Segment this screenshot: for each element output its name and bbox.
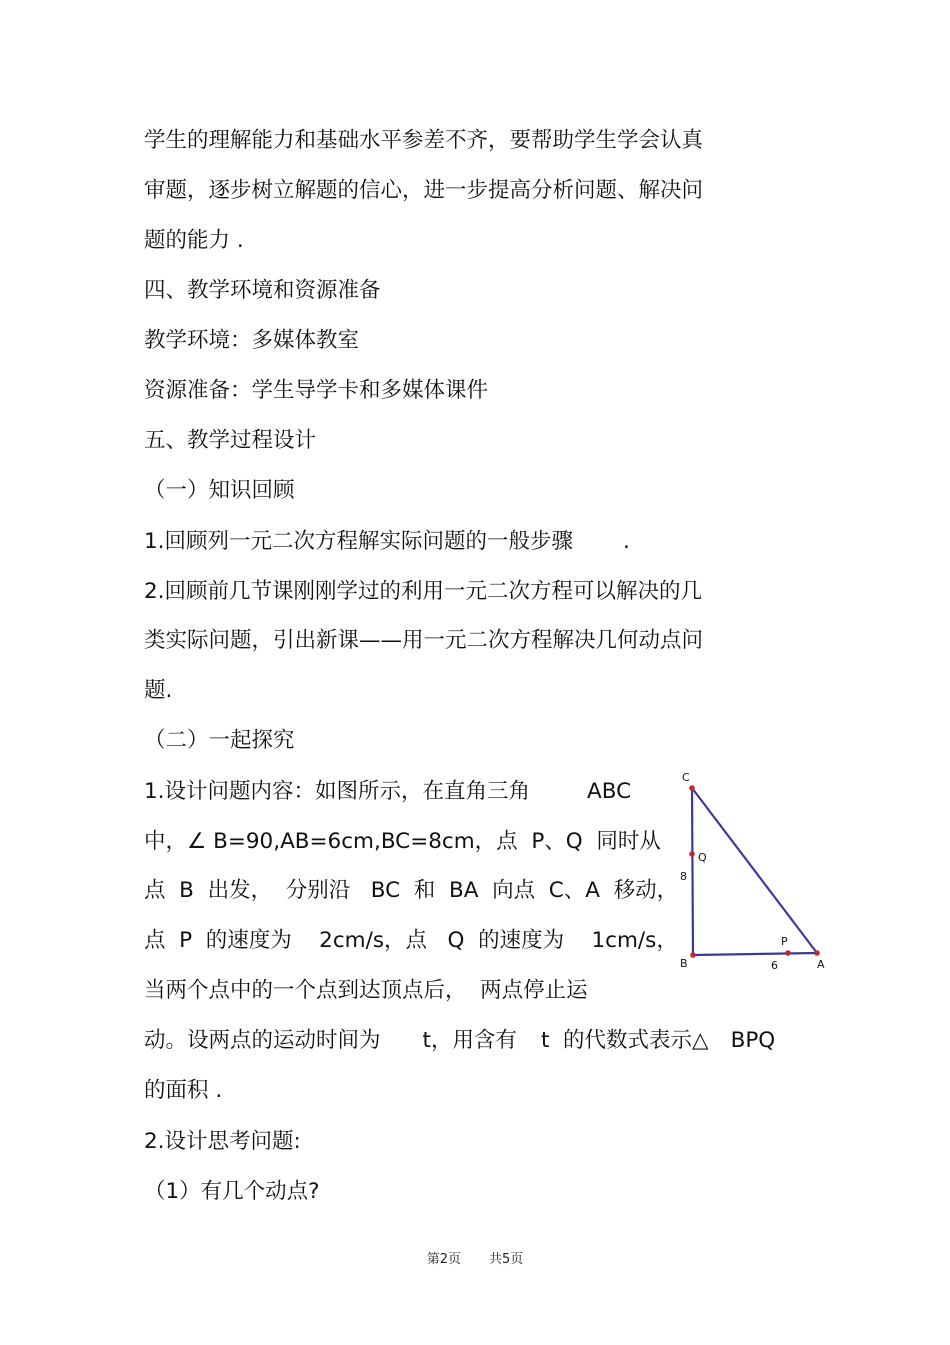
- point-a: [814, 950, 820, 956]
- point-p: [785, 950, 791, 956]
- problem-text: 1.设计问题内容：如图所示，在直角三角: [144, 779, 531, 804]
- problem-text: t，用含有: [422, 1028, 517, 1053]
- subsection-heading: （一）知识回顾: [144, 478, 295, 503]
- label-b: B: [680, 957, 688, 970]
- list-item: 2.设计思考问题:: [144, 1129, 301, 1154]
- label-a: A: [817, 958, 825, 971]
- problem-line: 当两个点中的一个点到达顶点后， 两点停止运: [144, 978, 588, 1003]
- list-item: [144, 527, 630, 557]
- subsection-heading: （二）一起探究: [144, 728, 295, 753]
- list-item-text: 1.回顾列一元二次方程解实际问题的一般步骤: [144, 529, 574, 554]
- paragraph-line: 资源准备：学生导学卡和多媒体课件: [144, 378, 489, 403]
- paragraph-line: 审题，逐步树立解题的信心，进一步提高分析问题、解决问: [144, 178, 704, 203]
- problem-text: t 的代数式表示△: [540, 1028, 709, 1053]
- problem-text: 动。设两点的运动时间为: [144, 1028, 381, 1053]
- triangle-name: ABC: [587, 779, 632, 804]
- list-item: （1）有几个动点?: [144, 1179, 320, 1204]
- list-item: 2.回顾前几节课刚刚学过的利用一元二次方程可以解决的几: [144, 579, 703, 604]
- page-number: 第2页: [426, 1252, 461, 1267]
- label-ab-length: 6: [771, 959, 778, 972]
- segment-ba: [693, 953, 817, 955]
- problem-line: 的面积 .: [144, 1078, 223, 1103]
- point-c: [689, 785, 695, 791]
- triangle-figure: [670, 768, 840, 978]
- problem-line: 点 B 出发， 分别沿 BC 和 BA 向点 C、A 移动，: [144, 878, 679, 903]
- label-q: Q: [698, 851, 707, 864]
- problem-line: [144, 777, 631, 807]
- page-total: 共5页: [489, 1252, 524, 1267]
- section-heading: 五、教学过程设计: [144, 428, 317, 453]
- problem-line: 点 P 的速度为 2cm/s，点 Q 的速度为 1cm/s，: [144, 928, 678, 953]
- section-heading: 四、教学环境和资源准备: [144, 278, 381, 303]
- page-footer: [0, 1248, 950, 1267]
- paragraph-line: 题.: [144, 678, 173, 703]
- segment-ca: [692, 788, 817, 953]
- triangle-name: BPQ: [730, 1028, 776, 1053]
- problem-line: 中，∠ B=90,AB=6cm,BC=8cm，点 P、Q 同时从: [144, 829, 661, 854]
- list-item-period: .: [623, 529, 630, 554]
- point-b: [690, 952, 696, 958]
- paragraph-line: 题的能力 .: [144, 228, 244, 253]
- paragraph-line: 教学环境：多媒体教室: [144, 328, 360, 353]
- paragraph-line: 学生的理解能力和基础水平参差不齐，要帮助学生学会认真: [144, 128, 704, 153]
- point-q: [689, 851, 695, 857]
- segment-bc: [692, 788, 693, 955]
- label-bc-length: 8: [680, 870, 687, 883]
- label-c: C: [682, 771, 690, 784]
- label-p: P: [781, 935, 788, 948]
- problem-line: [144, 1026, 775, 1056]
- paragraph-line: 类实际问题，引出新课——用一元二次方程解决几何动点问: [144, 628, 704, 653]
